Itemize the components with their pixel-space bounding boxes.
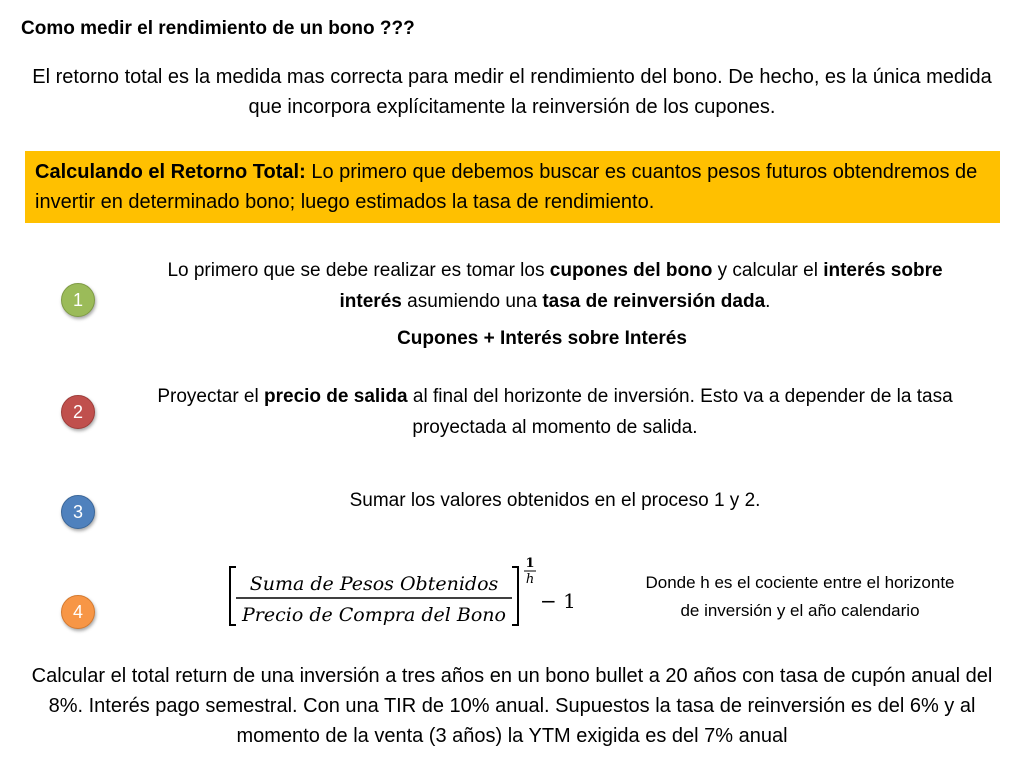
step-1-bold-a: cupones del bono <box>549 260 713 281</box>
formula-exponent-denominator: h <box>525 572 535 587</box>
highlight-box <box>25 151 1000 223</box>
step-1-text-b: y calcular el <box>712 260 824 281</box>
step-2-text-b: al final del horizonte de inversión. Esto va a depender de la tasa proyectada al momento de salida. <box>407 386 953 438</box>
step-1-bold-b: interés sobre interés <box>339 260 943 312</box>
exercise-paragraph: Calcular el total return de una inversión a tres años en un bono bullet a 20 años con tasa de cupón anual del 8%. Interés pago semestral. Con una TIR de 10% anual. Supuestos la tasa de reinversión es del 6% y al momento de la venta (3 años) la YTM exigida es del 7% anual <box>31 665 993 747</box>
total-return-formula <box>222 553 592 633</box>
formula-exponent-numerator: 1 <box>525 556 535 571</box>
step-2-bold-a: precio de salida <box>264 386 408 407</box>
formula-right-bracket <box>512 567 518 625</box>
step-2-text-a: Proyectar el <box>157 386 264 407</box>
step-1-formula: Cupones + Interés sobre Interés <box>397 328 687 349</box>
step-2-text <box>150 381 960 443</box>
slide-title: Como medir el rendimiento de un bono ??? <box>21 18 415 39</box>
step-1-badge: 1 <box>61 283 95 317</box>
step-3-badge: 3 <box>61 495 95 529</box>
step-1-text-a: Lo primero que se debe realizar es tomar los <box>167 260 550 281</box>
step-2-badge: 2 <box>61 395 95 429</box>
formula-denominator: Precio de Compra del Bono <box>242 604 506 626</box>
step-4-note: Donde h es el cociente entre el horizonte de inversión y el año calendario <box>645 573 955 620</box>
formula-left-bracket <box>230 567 236 625</box>
step-1-bold-c: tasa de reinversión dada <box>542 291 766 312</box>
highlight-text: Lo primero que debemos buscar es cuantos pesos futuros obtendremos de invertir en determinado bono; luego estimados la tasa de rendimiento. <box>35 161 978 213</box>
step-4-badge: 4 <box>61 595 95 629</box>
step-1-text <box>150 255 960 317</box>
highlight-lead: Calculando el Retorno Total: <box>35 161 306 183</box>
intro-paragraph: El retorno total es la medida mas correcta para medir el rendimiento del bono. De hecho, es la única medida que incorpora explícitamente la reinversión de los cupones. <box>32 66 992 118</box>
formula-minus-one: − 1 <box>540 589 576 613</box>
formula-numerator: Suma de Pesos Obtenidos <box>249 573 499 595</box>
step-3-text: Sumar los valores obtenidos en el proceso 1 y 2. <box>349 490 761 511</box>
step-1-text-c: asumiendo una <box>401 291 543 312</box>
step-1-text-d: . <box>765 291 771 312</box>
